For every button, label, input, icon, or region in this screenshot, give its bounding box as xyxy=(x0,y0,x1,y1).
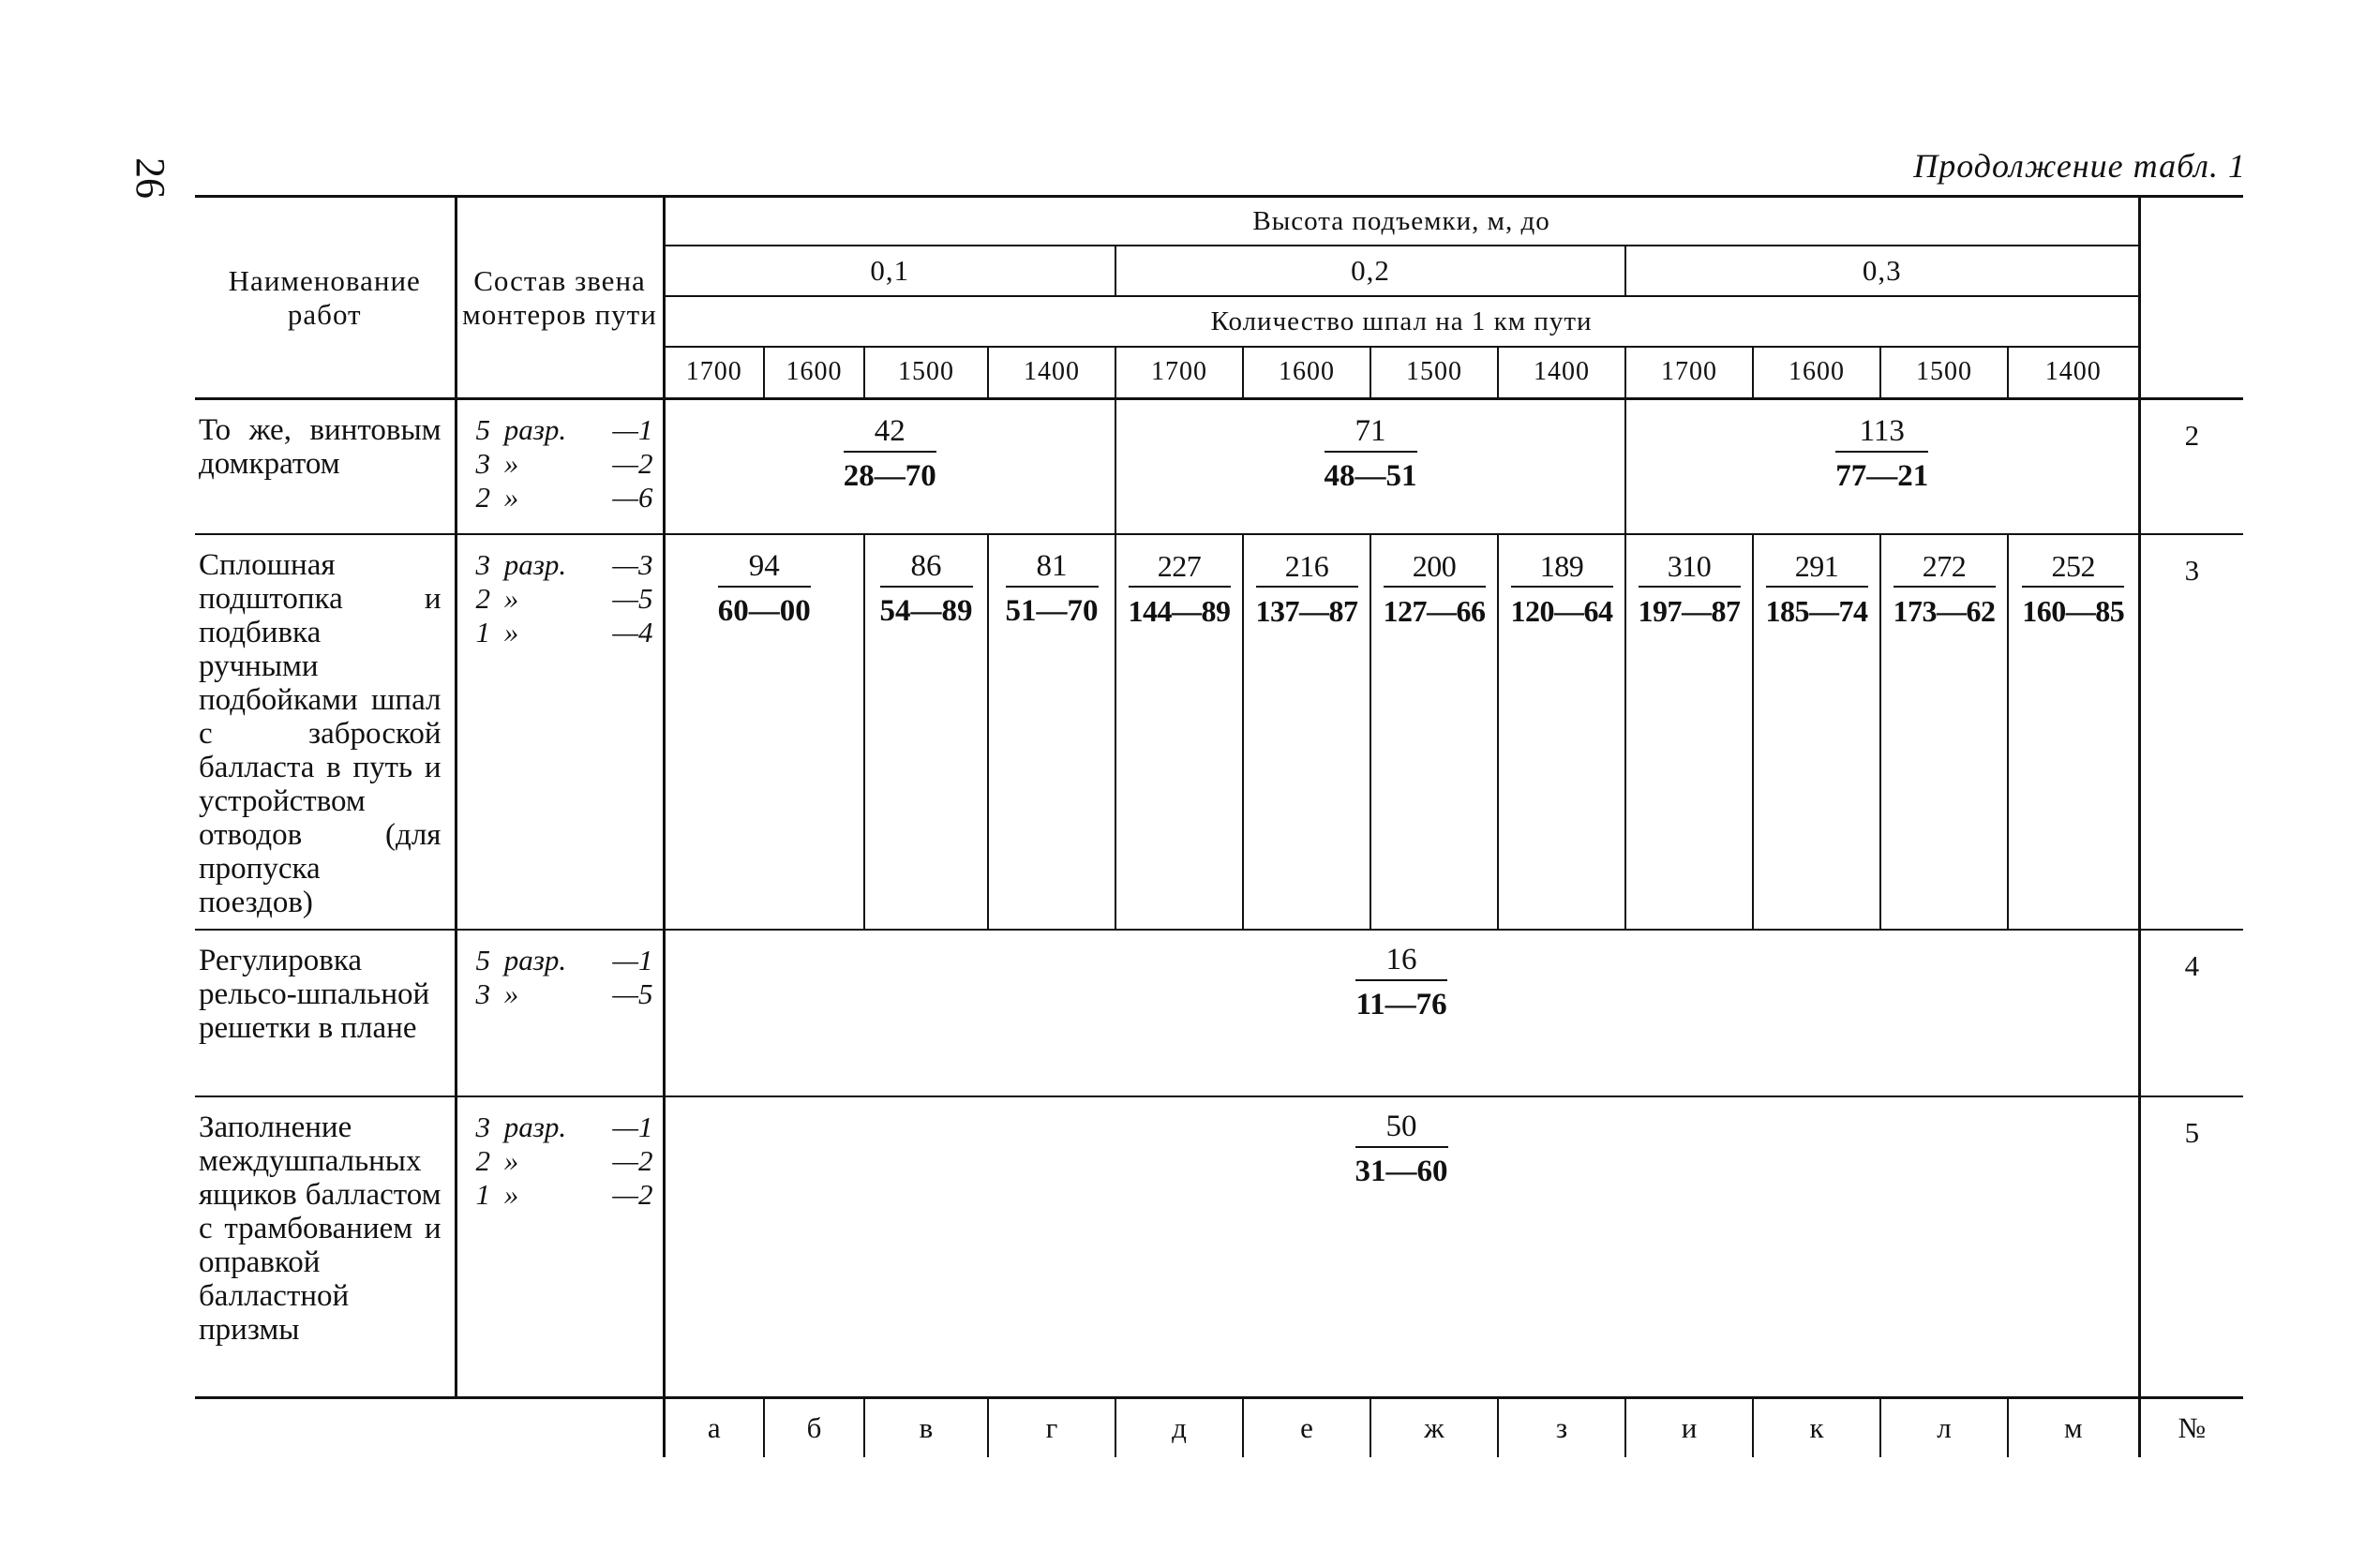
sleeper-count-c: 1500 xyxy=(864,347,988,399)
letters-spacer-crew xyxy=(456,1398,664,1458)
row-2-value-height-0-3 xyxy=(1625,399,2139,534)
table-row xyxy=(195,1096,2243,1398)
norm-cost: 51—70 xyxy=(1005,593,1099,628)
crew-count: —3 xyxy=(612,547,653,581)
column-letter-i: и xyxy=(1625,1398,1753,1458)
norm-time: 272 xyxy=(1894,548,1996,588)
column-letter-k: к xyxy=(1753,1398,1880,1458)
row-4-value xyxy=(664,930,2139,1096)
norm-time: 200 xyxy=(1384,548,1486,588)
column-letter-e: д xyxy=(1115,1398,1243,1458)
row-3-number: 3 xyxy=(2139,534,2243,930)
row-3-value-l xyxy=(1880,534,2008,930)
crew-count: —2 xyxy=(612,1143,653,1177)
header-lift-height: Высота подъемки, м, до xyxy=(664,197,2139,246)
crew-grade: 1 xyxy=(475,1177,490,1211)
row-4-number: 4 xyxy=(2139,930,2243,1096)
row-3-value-a-b xyxy=(664,534,864,930)
norm-cost: 137—87 xyxy=(1255,593,1358,628)
table-continuation-label: Продолжение табл. 1 xyxy=(1913,147,2246,185)
crew-unit: » xyxy=(503,581,519,615)
row-5-work-name: Заполнение междушпальных ящиков балластом с трамбованием и оправкой балластной призмы xyxy=(195,1096,456,1398)
norm-cost: 60—00 xyxy=(717,593,811,628)
norm-time: 310 xyxy=(1639,548,1741,588)
crew-count: —1 xyxy=(612,943,653,976)
column-letter-a: а xyxy=(664,1398,764,1458)
crew-grade: 3 xyxy=(475,547,490,581)
sleeper-count-e: 1700 xyxy=(1115,347,1243,399)
crew-count: —5 xyxy=(612,581,653,615)
norm-time: 94 xyxy=(718,548,811,588)
page-number: 26 xyxy=(127,157,173,199)
norm-cost: 185—74 xyxy=(1765,593,1868,628)
crew-unit: » xyxy=(503,615,519,648)
column-letter-g: ж xyxy=(1370,1398,1498,1458)
sleeper-count-i: 1700 xyxy=(1625,347,1753,399)
crew-grade: 5 xyxy=(475,943,490,976)
header-number-spacer xyxy=(2139,197,2243,399)
row-3-value-k xyxy=(1753,534,1880,930)
crew-unit: разр. xyxy=(503,1110,567,1143)
crew-unit: разр. xyxy=(503,413,567,446)
row-2-work-name: То же, винтовым домкратом xyxy=(195,399,456,534)
sleeper-count-d: 1400 xyxy=(988,347,1115,399)
row-3-crew xyxy=(456,534,664,930)
header-crew-composition: Состав звена монтеров пути xyxy=(456,197,664,399)
norm-time: 113 xyxy=(1835,413,1928,453)
norms-table xyxy=(195,195,2243,1457)
header-height-0-3: 0,3 xyxy=(1625,246,2139,296)
sleeper-count-a: 1700 xyxy=(664,347,764,399)
crew-unit: » xyxy=(503,1143,519,1177)
sleeper-count-k: 1600 xyxy=(1753,347,1880,399)
norm-cost: 28—70 xyxy=(843,459,936,493)
column-letter-d: г xyxy=(988,1398,1115,1458)
crew-unit: » xyxy=(503,1177,519,1211)
column-letter-c: в xyxy=(864,1398,988,1458)
table-row xyxy=(195,399,2243,534)
row-5-value xyxy=(664,1096,2139,1398)
sleeper-count-l: 1500 xyxy=(1880,347,2008,399)
row-2-number: 2 xyxy=(2139,399,2243,534)
row-3-value-c xyxy=(864,534,988,930)
norm-cost: 11—76 xyxy=(1355,987,1447,1021)
crew-count: —2 xyxy=(612,447,653,480)
norm-time: 252 xyxy=(2022,548,2124,588)
crew-grade: 3 xyxy=(475,1110,490,1143)
norm-cost: 77—21 xyxy=(1835,459,1929,493)
sleeper-count-g: 1500 xyxy=(1370,347,1498,399)
norm-cost: 173—62 xyxy=(1893,593,1996,628)
norm-time: 16 xyxy=(1355,942,1446,981)
sleeper-count-h: 1400 xyxy=(1498,347,1625,399)
row-3-value-i xyxy=(1625,534,1753,930)
header-height-0-1: 0,1 xyxy=(664,246,1115,296)
crew-count: —4 xyxy=(612,615,653,648)
norm-time: 86 xyxy=(880,548,973,588)
crew-grade: 2 xyxy=(475,1143,490,1177)
table-row xyxy=(195,930,2243,1096)
norm-cost: 127—66 xyxy=(1383,593,1486,628)
norm-time: 291 xyxy=(1766,548,1868,588)
sleeper-count-f: 1600 xyxy=(1243,347,1370,399)
row-4-crew xyxy=(456,930,664,1096)
norm-cost: 48—51 xyxy=(1324,459,1417,493)
row-3-value-d xyxy=(988,534,1115,930)
crew-grade: 3 xyxy=(475,447,490,480)
row-4-work-name: Регулировка рельсо-шпальной решетки в плане xyxy=(195,930,456,1096)
crew-unit: разр. xyxy=(503,943,567,976)
sleeper-count-b: 1600 xyxy=(764,347,864,399)
row-3-value-e xyxy=(1115,534,1243,930)
row-2-value-height-0-1 xyxy=(664,399,1115,534)
crew-unit: » xyxy=(503,481,519,514)
row-2-crew xyxy=(456,399,664,534)
column-letter-m: м xyxy=(2008,1398,2139,1458)
norm-time: 227 xyxy=(1129,548,1231,588)
row-3-value-m xyxy=(2008,534,2139,930)
row-5-crew xyxy=(456,1096,664,1398)
crew-count: —5 xyxy=(612,976,653,1010)
header-work-name: Наименование работ xyxy=(195,197,456,399)
crew-unit: разр. xyxy=(503,547,567,581)
norm-cost: 54—89 xyxy=(879,593,973,628)
norm-cost: 160—85 xyxy=(2022,593,2125,628)
crew-grade: 2 xyxy=(475,481,490,514)
row-3-value-g xyxy=(1370,534,1498,930)
header-sleepers-per-km: Количество шпал на 1 км пути xyxy=(664,296,2139,347)
norm-time: 81 xyxy=(1006,548,1099,588)
column-letters-row xyxy=(195,1398,2243,1458)
column-letter-h: з xyxy=(1498,1398,1625,1458)
header-height-0-2: 0,2 xyxy=(1115,246,1625,296)
norm-time: 216 xyxy=(1256,548,1358,588)
crew-grade: 3 xyxy=(475,976,490,1010)
norm-time: 42 xyxy=(844,413,936,453)
crew-grade: 2 xyxy=(475,581,490,615)
crew-unit: » xyxy=(503,447,519,480)
norm-cost: 31—60 xyxy=(1355,1154,1448,1188)
crew-unit: » xyxy=(503,976,519,1010)
letters-spacer-name xyxy=(195,1398,456,1458)
table-row xyxy=(195,534,2243,930)
norm-cost: 144—89 xyxy=(1128,593,1231,628)
row-3-value-h xyxy=(1498,534,1625,930)
norm-time: 50 xyxy=(1355,1109,1448,1148)
norm-cost: 197—87 xyxy=(1638,593,1741,628)
row-5-number: 5 xyxy=(2139,1096,2243,1398)
crew-count: —1 xyxy=(612,1110,653,1143)
norm-time: 71 xyxy=(1325,413,1417,453)
column-letter-b: б xyxy=(764,1398,864,1458)
crew-grade: 1 xyxy=(475,615,490,648)
row-3-value-f xyxy=(1243,534,1370,930)
crew-count: —1 xyxy=(612,413,653,446)
norm-cost: 120—64 xyxy=(1510,593,1613,628)
column-letter-f: е xyxy=(1243,1398,1370,1458)
crew-count: —2 xyxy=(612,1177,653,1211)
norm-time: 189 xyxy=(1511,548,1613,588)
crew-grade: 5 xyxy=(475,413,490,446)
sleeper-count-m: 1400 xyxy=(2008,347,2139,399)
crew-count: —6 xyxy=(612,481,653,514)
row-3-work-name: Сплошная подштопка и подбивка ручными подбойками шпал с заброской балласта в путь и устройством отводов (для пропуска поездов) xyxy=(195,534,456,930)
column-letter-l: л xyxy=(1880,1398,2008,1458)
row-2-value-height-0-2 xyxy=(1115,399,1625,534)
number-sign: № xyxy=(2178,1411,2207,1444)
